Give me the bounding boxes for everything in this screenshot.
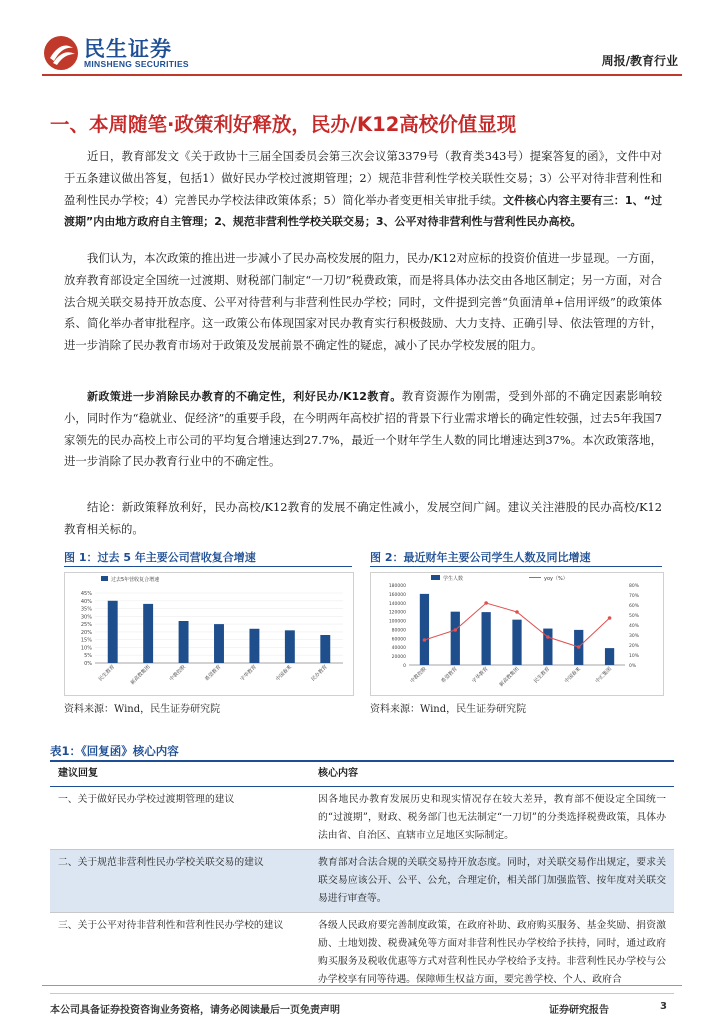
x-tick-label: 中国春来	[563, 666, 583, 685]
left-y-tick-label: 0	[403, 664, 406, 669]
x-tick-label: 中汇集团	[594, 666, 613, 685]
x-tick-label: 宇华教育	[239, 664, 258, 683]
y-tick-label: 20%	[80, 629, 92, 636]
x-tick-label: 中教控股	[409, 666, 428, 685]
y-tick-label: 15%	[80, 637, 92, 644]
yoy-point-中国春来	[577, 645, 581, 649]
left-y-tick-label: 120000	[388, 610, 406, 616]
right-y-tick-label: 10%	[629, 654, 640, 659]
x-tick-label: 新高教集团	[129, 664, 152, 687]
footer-disclaimer: 本公司具备证券投资咨询业务资格，请务必阅读最后一页免责声明	[50, 1005, 340, 1016]
paragraph-2	[64, 248, 662, 357]
figure-2-title: 图 2：最近财年主要公司学生人数及同比增速	[370, 551, 591, 564]
figure-2-source: 资料来源：Wind，民生证券研究院	[370, 704, 527, 715]
bar-中国春来	[285, 630, 295, 663]
header-divider	[42, 74, 682, 76]
table-cell-item: 三、关于公平对待非营利性和营利性民办学校的建议	[50, 913, 310, 994]
yoy-point-中教控股	[423, 638, 427, 642]
x-tick-label: 新高教集团	[498, 666, 521, 689]
table-title: 表1：《回复函》核心内容	[50, 744, 179, 758]
figure-1-rule	[64, 566, 352, 567]
bar-新高教集团	[143, 604, 153, 663]
bar-民办教育	[320, 635, 330, 663]
left-y-tick-label: 100000	[388, 619, 406, 625]
logo-text-cn: 民生证券	[84, 37, 172, 61]
bar-民生教育	[108, 601, 118, 663]
legend-label-cagr: 过去5年营收复合增速	[111, 577, 160, 583]
paragraph-1-text: 近日，教育部发文《关于政协十三届全国委员会第三次会议第3379号（教育类343号）提案答复的函》，文件中对于五条建议做出答复，包括1）做好民办学校过渡期管理；2）规范非营利性学校关联性交易；3）公平对待非营利性和盈利性民办学校；4）完善民办学校法律政策体系；5）简化举办者变更相关审批手续。	[64, 149, 662, 207]
paragraph-4-text: 结论：新政策释放利好，民办高校/K12教育的发展不确定性减小，发展空间广阔。建议关注港股的民办高校/K12教育相关标的。	[64, 500, 662, 536]
left-y-tick-label: 40000	[391, 646, 406, 652]
x-tick-label: 民办教育	[310, 664, 329, 683]
figure-2-rule	[370, 566, 662, 567]
footer-report-label: 证券研究报告	[549, 1005, 609, 1016]
y-tick-label: 10%	[80, 645, 92, 652]
paragraph-1-emphasis: 文件核心内容主要有三：1、“过渡期”内由地方政府自主管理；2、规范非营利性学校关联交易；3、公平对待非营利性与营利性民办高校。	[64, 193, 662, 229]
table-row	[50, 787, 674, 850]
logo-text-en: MINSHENG SECURITIES	[84, 59, 189, 69]
left-y-tick-label: 160000	[388, 592, 406, 598]
right-y-tick-label: 80%	[629, 584, 640, 589]
bar-希望教育	[451, 612, 460, 665]
left-y-tick-label: 20000	[391, 655, 406, 661]
table-cell-content: 各级人民政府要完善制度政策，在政府补助、政府购买服务、基金奖励、捐资激励、土地划拨、税费减免等方面对非营利性民办学校给予扶持，同时，通过政府购买服务及税收优惠等方式对营利性民办学校给予支持。非营利性民办学校与公办学校享有同等待遇。保障师生权益方面，要完善学校、个人、政府合	[310, 913, 674, 994]
report-type: 周报/教育行业	[601, 54, 678, 68]
y-tick-label: 30%	[80, 614, 92, 621]
yoy-point-民生教育	[546, 635, 550, 639]
right-y-tick-label: 0%	[629, 664, 637, 669]
legend-label-students: 学生人数	[443, 576, 464, 582]
bar-中教控股	[420, 594, 429, 665]
x-tick-label: 中教控股	[168, 664, 187, 683]
yoy-point-希望教育	[453, 628, 457, 632]
bar-中汇集团	[605, 648, 614, 665]
x-tick-label: 民生教育	[97, 664, 117, 683]
yoy-point-宇华教育	[484, 601, 488, 605]
table-header-suggestion: 建议回复	[50, 761, 310, 787]
right-y-tick-label: 60%	[629, 604, 640, 609]
paragraph-1	[64, 146, 662, 233]
right-y-tick-label: 70%	[629, 594, 640, 599]
table-cell-item: 二、关于规范非营利性民办学校关联交易的建议	[50, 850, 310, 913]
bar-中教控股	[179, 621, 189, 663]
chart-revenue-cagr	[64, 572, 354, 696]
table-row	[50, 850, 674, 913]
x-tick-label: 希望教育	[440, 666, 459, 685]
legend-label-yoy: yoy（%）	[544, 576, 568, 582]
legend-swatch-cagr	[101, 576, 108, 581]
page-number: 3	[660, 1001, 667, 1012]
bar-宇华教育	[482, 612, 491, 665]
footer-divider	[42, 985, 682, 986]
table-cell-item: 一、关于做好民办学校过渡期管理的建议	[50, 787, 310, 850]
chart-student-count	[370, 572, 664, 696]
table-header-content: 核心内容	[310, 761, 674, 787]
section-title: 一、本周随笔·政策利好释放，民办/K12高校价值显现	[50, 113, 517, 136]
yoy-point-新高教集团	[515, 610, 519, 614]
bar-新高教集团	[512, 620, 521, 665]
x-tick-label: 宇华教育	[471, 666, 490, 685]
paragraph-3	[64, 386, 662, 473]
left-y-tick-label: 80000	[391, 628, 406, 634]
paragraph-2-text: 我们认为，本次政策的推出进一步减小了民办高校发展的阻力，民办/K12对应标的投资价值进一步显现。一方面，放弃教育部设定全国统一过渡期、财税部门制定“一刀切”税费政策，而是将具体办法交由各地区制定；另一方面，对合法合规关联交易持开放态度、公平对待营利与非营利性民办学校；同时，文件提到完善“负面清单+信用评级”的政策体系、简化举办者审批程序。这一政策公布体现国家对民办教育实行积极鼓励、大力支持、正确引导、依法管理的方针，进一步消除了民办教育市场对于政策及发展前景不确定性的疑虑，减小了民办学校发展的阻力。	[64, 251, 662, 353]
bar-希望教育	[214, 624, 224, 663]
minsheng-logo-icon	[42, 34, 80, 72]
paragraph-3-text: 教育资源作为刚需，受到外部的不确定因素影响较小，同时作为“稳就业、促经济”的重要手段，在今明两年高校扩招的背景下行业需求增长的确定性较强，过去5年我国7家领先的民办高校上市公司的平均复合增速达到27.7%，最近一个财年学生人数的同比增速达到37%。本次政策落地，进一步消除了民办教育行业中的不确定性。	[64, 389, 662, 469]
left-y-tick-label: 180000	[388, 584, 406, 589]
bar-宇华教育	[249, 629, 259, 663]
x-tick-label: 中国春来	[274, 664, 294, 683]
y-tick-label: 25%	[80, 622, 92, 629]
yoy-point-中汇集团	[608, 616, 612, 620]
right-y-tick-label: 20%	[629, 644, 640, 649]
table-cell-content: 因各地民办教育发展历史和现实情况存在较大差异，教育部不便设定全国统一的“过渡期”，财政、税务部门也无法制定“一刀切”的分类选择税费政策，具体办法由省、自治区、直辖市立足地区实际制定。	[310, 787, 674, 850]
y-tick-label: 45%	[80, 591, 92, 597]
right-y-tick-label: 50%	[629, 614, 640, 619]
core-content-table	[50, 760, 674, 994]
x-tick-label: 希望教育	[204, 664, 223, 683]
table-cell-content: 教育部对合法合规的关联交易持开放态度。同时，对关联交易作出规定，要求关联交易应该公开、公平、公允，合理定价，相关部门加强监管、按年度对关联交易进行审查等。	[310, 850, 674, 913]
y-tick-label: 5%	[84, 653, 92, 660]
paragraph-4	[64, 497, 662, 541]
y-tick-label: 0%	[84, 661, 92, 667]
table-row	[50, 913, 674, 994]
figure-1-source: 资料来源：Wind，民生证券研究院	[64, 704, 221, 715]
right-y-tick-label: 40%	[629, 624, 640, 629]
y-tick-label: 40%	[80, 598, 92, 605]
figure-1-title: 图 1：过去 5 年主要公司营收复合增速	[64, 551, 256, 564]
left-y-tick-label: 60000	[391, 637, 406, 643]
right-y-tick-label: 30%	[629, 634, 640, 639]
left-y-tick-label: 140000	[388, 601, 406, 607]
y-tick-label: 35%	[80, 606, 92, 613]
x-tick-label: 民生教育	[532, 666, 552, 685]
legend-swatch-students	[431, 575, 440, 580]
paragraph-3-emphasis: 新政策进一步消除民办教育的不确定性，利好民办/K12教育。	[87, 390, 402, 403]
